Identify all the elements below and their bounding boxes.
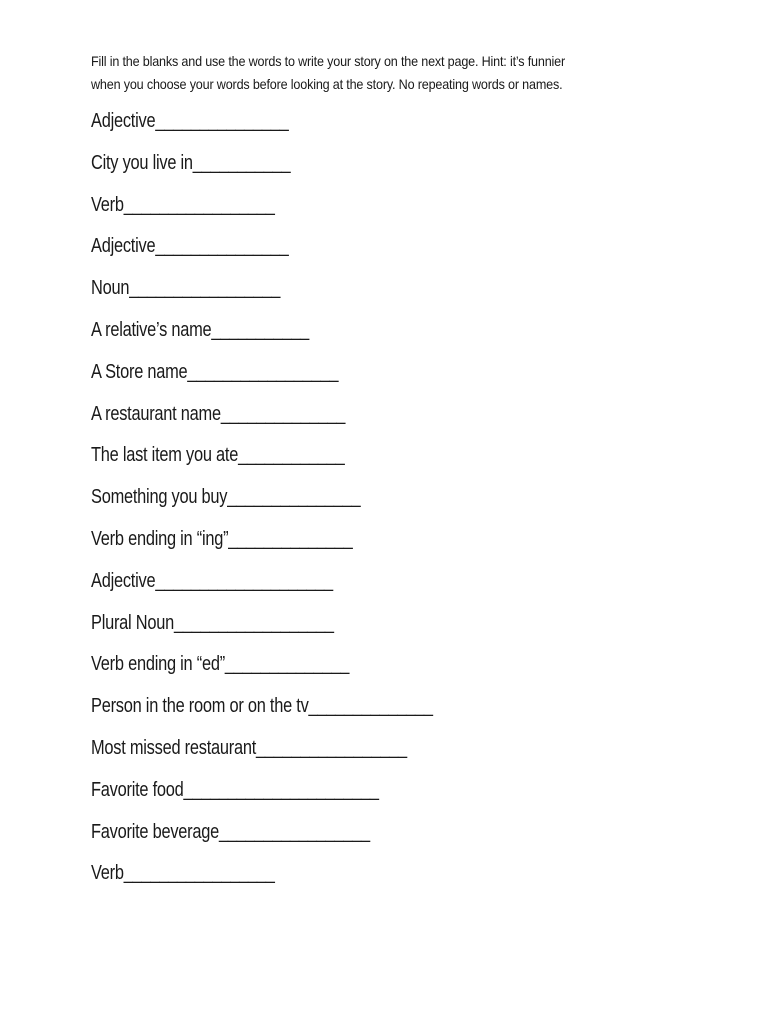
- prompt-adjective-2: Adjective_______________: [91, 235, 289, 258]
- prompt-verb-ing: Verb ending in “ing”______________: [91, 527, 353, 550]
- prompt-favorite-beverage: Favorite beverage_________________: [91, 820, 370, 843]
- prompt-last-item-eaten: The last item you ate____________: [91, 444, 345, 467]
- instructions-line-2: when you choose your words before looking at the story. No repeating words or names.: [91, 76, 563, 92]
- prompt-verb-1: Verb_________________: [91, 193, 275, 216]
- prompt-person-in-room: Person in the room or on the tv______________: [91, 695, 433, 718]
- prompt-verb-2: Verb_________________: [91, 862, 275, 885]
- prompt-restaurant-name: A restaurant name______________: [91, 402, 346, 425]
- prompt-noun: Noun_________________: [91, 277, 281, 300]
- instructions-line-1: Fill in the blanks and use the words to write your story on the next page. Hint: it’s funnier: [91, 53, 565, 69]
- prompt-adjective-3: Adjective____________________: [91, 569, 333, 592]
- prompt-adjective-1: Adjective_______________: [91, 110, 289, 132]
- prompt-relative-name: A relative’s name___________: [91, 318, 310, 341]
- prompt-list: [91, 107, 508, 901]
- prompt-most-missed-restaurant: Most missed restaurant_________________: [91, 736, 407, 759]
- prompt-plural-noun: Plural Noun__________________: [91, 611, 334, 634]
- prompt-favorite-food: Favorite food______________________: [91, 778, 379, 801]
- instructions: [91, 50, 631, 96]
- prompt-city: City you live in___________: [91, 151, 291, 174]
- prompt-something-you-buy: Something you buy_______________: [91, 486, 361, 509]
- prompt-verb-ed: Verb ending in “ed”______________: [91, 653, 350, 676]
- prompt-store-name: A Store name_________________: [91, 360, 339, 383]
